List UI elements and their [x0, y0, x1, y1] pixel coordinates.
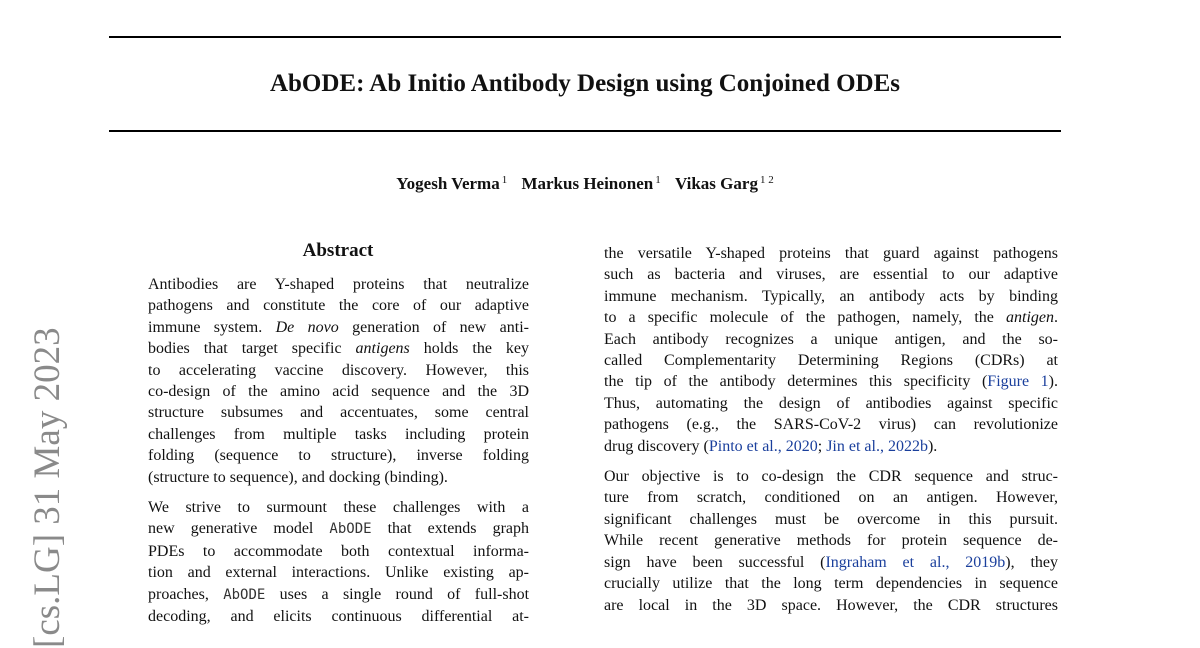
text-line: new generative model AbODE that extends graph [148, 520, 529, 538]
author-2 [521, 174, 660, 193]
text-line: to accelerating vaccine discovery. However, this [148, 361, 529, 379]
text-line: crucially utilize that the long term dependencies in sequence [604, 575, 1058, 593]
text-line: While recent generative methods for protein sequence de- [604, 532, 1058, 550]
citation-link[interactable]: Jin et al., 2022b [826, 437, 928, 455]
author-3 [675, 174, 774, 193]
author-name: Vikas Garg [674, 174, 758, 193]
text-line: significant challenges must be overcome in this pursuit. [604, 510, 1058, 528]
author-name: Yogesh Verma [396, 174, 500, 193]
text-line: such as bacteria and viruses, are essential to our adaptive [604, 266, 1058, 284]
text-line: ture from scratch, conditioned on an antigen. However, [604, 489, 1058, 507]
text-line: challenges from multiple tasks including protein [148, 425, 529, 443]
citation-link[interactable]: Pinto et al., 2020 [708, 437, 818, 455]
author-affiliation: 1 [501, 174, 508, 186]
author-list [0, 174, 1170, 194]
model-name: AbODE [329, 521, 372, 538]
emphasis-text: antigens [355, 340, 410, 358]
abstract-heading: Abstract [302, 240, 374, 261]
author-affiliation: 1 [655, 174, 661, 186]
text-line: co-design of the amino acid sequence and the 3D [148, 383, 529, 401]
text-line: Thus, automating the design of antibodies against specific [604, 394, 1058, 412]
text-line: Antibodies are Y-shaped proteins that neutralize [148, 276, 529, 293]
author-affiliation: 1 2 [759, 174, 774, 186]
model-name: AbODE [223, 586, 266, 603]
text-line: tion and external interactions. Unlike existing ap- [148, 564, 529, 582]
text-line: We strive to surmount these challenges with a [148, 499, 529, 517]
title-rule-top [109, 36, 1061, 38]
citation-link[interactable]: Figure 1 [987, 373, 1049, 391]
text-line: called Complementarity Determining Regions (CDRs) at [604, 352, 1058, 370]
text-line: are local in the 3D space. However, the CDR structures [604, 596, 1058, 614]
text-line: Each antibody recognizes a unique antigen, and the so- [604, 330, 1058, 348]
intro-paragraph-2 [604, 466, 1058, 616]
text-line: pathogens and constitute the core of our adaptive [148, 297, 529, 315]
text-line: proaches, AbODE uses a single round of full-shot [148, 585, 530, 603]
title-rule-bottom [109, 130, 1061, 132]
text-line: decoding, and elicits continuous differential at- [148, 608, 529, 626]
text-line: immune mechanism. Typically, an antibody acts by binding [604, 287, 1058, 305]
text-line: to a specific molecule of the pathogen, namely, the antigen. [604, 309, 1058, 327]
text-line: (structure to sequence), and docking (binding). [148, 468, 448, 486]
text-line: immune system. De novo generation of new anti- [148, 318, 529, 336]
text-line: folding (sequence to structure), inverse folding [148, 447, 529, 465]
author-1 [396, 174, 507, 193]
text-line: bodies that target specific antigens holds the key [148, 340, 529, 358]
text-line: pathogens (e.g., the SARS-CoV-2 virus) can revolutionize [604, 416, 1058, 434]
left-column [148, 274, 529, 637]
text-line: the versatile Y-shaped proteins that guard against pathogens [604, 245, 1058, 262]
author-name: Markus Heinonen [521, 174, 654, 193]
text-line: drug discovery (Pinto et al., 2020; Jin et al., 2022b). [604, 437, 938, 455]
text-line: sign have been successful (Ingraham et al., 2019b), they [604, 553, 1058, 571]
emphasis-text: De novo [275, 318, 339, 336]
intro-paragraph-1 [604, 243, 1058, 457]
abstract-paragraph-2 [148, 497, 529, 627]
citation-link[interactable]: Ingraham et al., 2019b [825, 553, 1006, 571]
text-line: Our objective is to co-design the CDR sequence and struc- [604, 468, 1058, 486]
right-column [604, 243, 1058, 625]
text-line: the tip of the antibody determines this specificity (Figure 1). [604, 373, 1058, 391]
text-line: PDEs to accommodate both contextual informa- [148, 542, 529, 560]
emphasis-text: antigen [1006, 309, 1054, 327]
abstract-paragraph-1 [148, 274, 529, 488]
arxiv-stamp: [cs.LG] 31 May 2023 [27, 327, 68, 648]
paper-title: AbODE: Ab Initio Antibody Design using Conjoined ODEs [269, 70, 901, 97]
text-line: structure subsumes and accentuates, some central [148, 404, 529, 422]
